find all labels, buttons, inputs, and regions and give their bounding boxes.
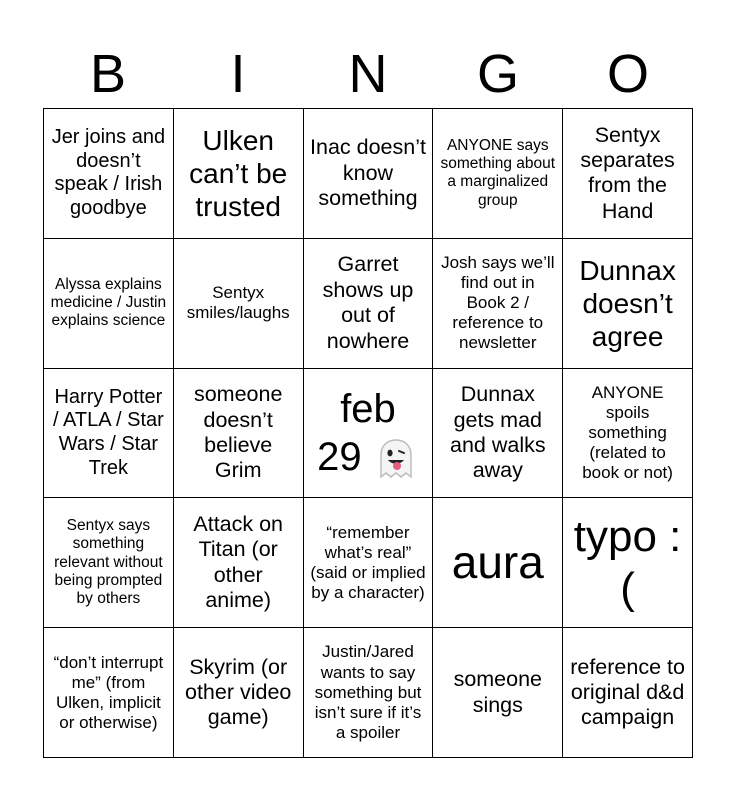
- free-space-month: feb: [340, 386, 396, 431]
- bingo-cell[interactable]: someone sings: [433, 628, 563, 758]
- bingo-cell[interactable]: Ulken can’t be trusted: [174, 109, 304, 239]
- bingo-cell[interactable]: Harry Potter / ATLA / Star Wars / Star Trek: [44, 369, 174, 499]
- bingo-cell[interactable]: ANYONE says something about a marginalized group: [433, 109, 563, 239]
- bingo-cell[interactable]: Jer joins and doesn’t speak / Irish goodbye: [44, 109, 174, 239]
- bingo-cell[interactable]: “don’t interrupt me” (from Ulken, implicit or otherwise): [44, 628, 174, 758]
- bingo-cell[interactable]: Garret shows up out of nowhere: [304, 239, 434, 369]
- bingo-cell[interactable]: Justin/Jared wants to say something but isn’t sure if it’s a spoiler: [304, 628, 434, 758]
- header-letter-n: N: [348, 44, 388, 104]
- free-space-cell[interactable]: [304, 369, 434, 499]
- bingo-cell[interactable]: Josh says we’ll find out in Book 2 / reference to newsletter: [433, 239, 563, 369]
- free-space-day-row: [317, 433, 419, 481]
- bingo-cell[interactable]: Inac doesn’t know something: [304, 109, 434, 239]
- bingo-cell[interactable]: typo :(: [563, 498, 693, 628]
- header-letter-o: O: [606, 44, 649, 104]
- ghost-icon: [373, 437, 419, 481]
- bingo-header: [43, 40, 693, 108]
- bingo-cell[interactable]: Dunnax gets mad and walks away: [433, 369, 563, 499]
- bingo-cell[interactable]: Sentyx says something relevant without being prompted by others: [44, 498, 174, 628]
- bingo-cell[interactable]: Sentyx separates from the Hand: [563, 109, 693, 239]
- bingo-cell[interactable]: ANYONE spoils something (related to book or not): [563, 369, 693, 499]
- bingo-cell[interactable]: Dunnax doesn’t agree: [563, 239, 693, 369]
- bingo-cell[interactable]: Attack on Titan (or other anime): [174, 498, 304, 628]
- bingo-grid: [43, 108, 693, 758]
- bingo-cell[interactable]: Alyssa explains medicine / Justin explains science: [44, 239, 174, 369]
- bingo-cell[interactable]: aura: [433, 498, 563, 628]
- free-space-day: 29: [317, 434, 362, 479]
- bingo-cell[interactable]: someone doesn’t believe Grim: [174, 369, 304, 499]
- bingo-cell[interactable]: Skyrim (or other video game): [174, 628, 304, 758]
- header-letter-g: G: [476, 44, 519, 104]
- bingo-cell[interactable]: reference to original d&d campaign: [563, 628, 693, 758]
- header-letter-b: B: [89, 44, 127, 104]
- bingo-cell[interactable]: “remember what’s real” (said or implied by a character): [304, 498, 434, 628]
- bingo-cell[interactable]: Sentyx smiles/laughs: [174, 239, 304, 369]
- header-letter-i: I: [230, 44, 246, 104]
